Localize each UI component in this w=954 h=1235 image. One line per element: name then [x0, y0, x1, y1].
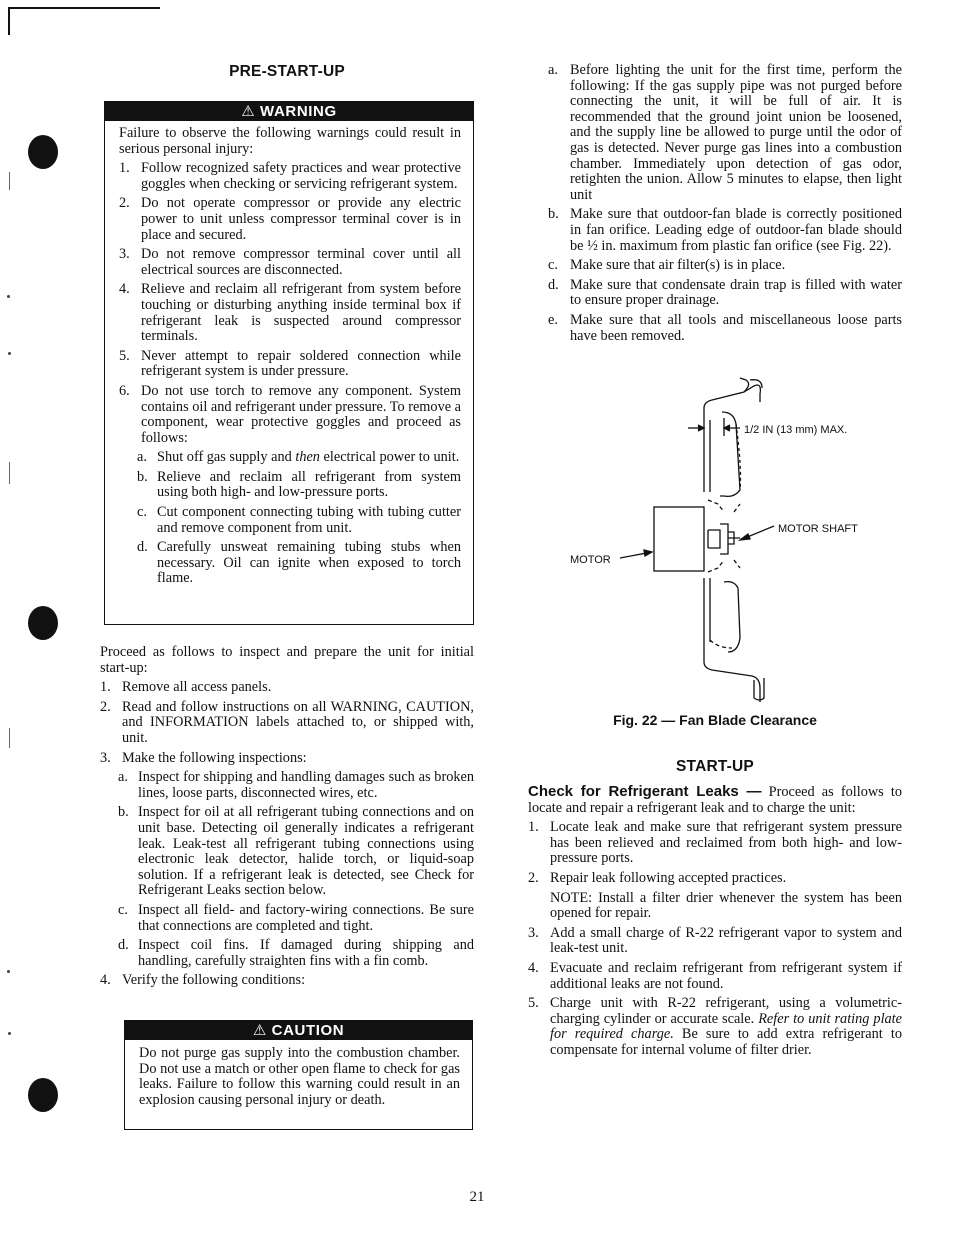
- fan-blade-clearance-figure: [528, 372, 902, 702]
- list-item: 4. Relieve and reclaim all refrigerant from system before touching or disturbing anything inside terminal box if refrigerant leak is suspected around compressor terminals.: [119, 281, 461, 345]
- list-item: 4. Evacuate and reclaim refrigerant from refrigerant system if additional leaks are not found.: [528, 959, 902, 992]
- list-item: 6. Do not use torch to remove any component. System contains oil and refrigerant under pressure. To remove a component, wear protective goggles and proceed as follows:: [119, 382, 461, 446]
- clearance-arrowhead-right: [724, 425, 730, 431]
- hub-dash-upper: [708, 500, 740, 512]
- list-item: a. Shut off gas supply and then electrical power to unit.: [137, 449, 460, 466]
- list-item: 4. Verify the following conditions:: [100, 972, 306, 989]
- list-item: 3. Make the following inspections:: [100, 749, 307, 766]
- check-leaks-paragraph: Check for Refrigerant Leaks — Proceed as follows to locate and repair a refrigerant leak and to charge the unit:: [528, 783, 902, 816]
- motor-shaft-arrowhead: [740, 534, 750, 540]
- caution-text: Do not purge gas supply into the combustion chamber. Do not use a match or other open flame to check for gas leaks. Failure to follow this warning could result in an explosion causing personal injury or death.: [139, 1045, 460, 1108]
- list-item: c. Make sure that air filter(s) is in place.: [548, 257, 786, 274]
- list-item: 2. Do not operate compressor or provide any electric power to unit unless compressor terminal cover is in place and secured.: [119, 195, 461, 243]
- corner-rule-vertical: [8, 7, 10, 35]
- list-item: c. Cut component connecting tubing with tubing cutter and remove component from unit.: [137, 504, 461, 536]
- corner-rule-horizontal: [8, 7, 160, 9]
- scan-mark: [9, 172, 10, 190]
- warning-box: [104, 101, 474, 625]
- hub-dash-lower: [708, 560, 740, 572]
- list-item: d. Make sure that condensate drain trap is filled with water to ensure proper drainage.: [548, 276, 902, 309]
- fan-blade-upper: [720, 412, 740, 496]
- list-item: 1. Remove all access panels.: [100, 679, 272, 696]
- note-paragraph: NOTE: Install a filter drier whenever the system has been opened for repair.: [550, 889, 902, 922]
- fan-orifice-top-edge: [744, 385, 760, 402]
- list-item: 3. Do not remove compressor terminal cover until all electrical sources are disconnected.: [119, 246, 461, 278]
- scan-speck: [7, 970, 10, 973]
- list-item: d. Inspect coil fins. If damaged during shipping and handling, carefully straighten fins with a fin comb.: [118, 937, 474, 969]
- caution-box: [124, 1020, 473, 1130]
- motor-shaft-line: [728, 532, 740, 544]
- list-item: 3. Add a small charge of R-22 refrigerant vapor to system and leak-test unit.: [528, 924, 902, 957]
- list-item: b. Inspect for oil at all refrigerant tubing connections and on unit base. Detecting oil generally indicates a refrigerant leak. Leak-test all refrigerant tubing connections using electronic leak detector, halide torch, or liquid-soap solution. If a refrigerant leak is detected, see Check for Refrigerant Leaks section below.: [118, 804, 474, 899]
- fan-orifice-bottom: [704, 662, 760, 702]
- start-up-heading: START-UP: [676, 758, 754, 775]
- list-item: e. Make sure that all tools and miscellaneous loose parts have been removed.: [548, 311, 902, 344]
- proceed-paragraph: Proceed as follows to inspect and prepare the unit for initial start-up:: [100, 644, 474, 676]
- warning-title: ⚠ WARNING: [105, 102, 473, 121]
- fan-orifice-top: [704, 378, 749, 414]
- check-leaks-heading: Check for Refrigerant Leaks —: [528, 783, 762, 800]
- clearance-label: 1/2 IN (13 mm) MAX.: [744, 424, 848, 436]
- list-item: a. Inspect for shipping and handling damages such as broken lines, loose parts, disconnected wires, etc.: [118, 769, 474, 801]
- clearance-arrowhead-left: [698, 425, 704, 431]
- binder-hole-bottom: [28, 1078, 58, 1112]
- motor-arrowhead: [644, 550, 652, 556]
- list-item: d. Carefully unsweat remaining tubing stubs when necessary. Oil can ignite when exposed to torch flame.: [137, 539, 461, 587]
- figure-caption: Fig. 22 — Fan Blade Clearance: [613, 712, 817, 728]
- fan-blade-lower-edge: [710, 640, 732, 648]
- motor-body: [654, 507, 704, 571]
- list-item: b. Make sure that outdoor-fan blade is correctly positioned in fan orifice. Leading edge of outdoor-fan blade should be ½ in. maximum from plastic fan orifice (see Fig. 22).: [548, 206, 902, 254]
- pre-start-up-heading: PRE-START-UP: [229, 63, 345, 80]
- list-item: 5. Never attempt to repair soldered connection while refrigerant system is under pressure.: [119, 347, 461, 380]
- list-item: 1. Follow recognized safety practices and wear protective goggles when checking or servicing refrigerant system.: [119, 160, 461, 192]
- caution-title: ⚠ CAUTION: [125, 1021, 472, 1040]
- warning-intro: Failure to observe the following warnings could result in serious personal injury:: [119, 125, 461, 157]
- hub-detail: [720, 524, 728, 554]
- list-item: 2. Read and follow instructions on all WARNING, CAUTION, and INFORMATION labels attached to, or shipped with, unit.: [100, 698, 474, 746]
- list-item: 2. Repair leak following accepted practices.: [528, 869, 787, 886]
- pre-start-up-procedure: [100, 645, 474, 989]
- binder-hole-middle: [28, 606, 58, 640]
- scan-mark: [9, 462, 10, 484]
- page-number: 21: [469, 1189, 485, 1205]
- scan-speck: [8, 1032, 11, 1035]
- fan-blade-lower: [724, 582, 740, 652]
- list-item: a. Before lighting the unit for the first time, perform the following: If the gas supply pipe was not purged before connecting the unit, it will be full of air. It is recommended that the ground joint union be loosened, and the supply line be allowed to purge until the odor of gas is detected. Never purge gas lines into a combustion chamber. Immediately upon detection of gas odor, retighten the union. Allow 5 minutes to elapse, then light unit: [548, 62, 902, 203]
- motor-shaft-label: MOTOR SHAFT: [778, 523, 858, 535]
- list-item: 5. Charge unit with R-22 refrigerant, using a volumetric-charging cylinder or accurate scale. Refer to unit rating plate for required charge. Be sure to add extra refrigerant to compensate for internal volume of filter drier.: [528, 995, 903, 1058]
- motor-label: MOTOR: [570, 554, 611, 566]
- list-item: c. Inspect all field- and factory-wiring connections. Be sure that connections are completed and tight.: [118, 901, 474, 934]
- warning-list: [119, 161, 461, 587]
- scan-speck: [7, 295, 10, 298]
- binder-hole-top: [28, 135, 58, 169]
- scan-speck: [8, 352, 11, 355]
- conditions-list: [548, 61, 902, 344]
- refrigerant-leaks-section: [528, 784, 902, 1059]
- scan-mark: [9, 728, 10, 748]
- list-item: 1. Locate leak and make sure that refrigerant system pressure has been relieved and reclaimed from both high- and low-pressure ports.: [528, 819, 902, 867]
- list-item: b. Relieve and reclaim all refrigerant from system using both high- and low-pressure ports.: [137, 468, 461, 501]
- hub: [708, 530, 720, 548]
